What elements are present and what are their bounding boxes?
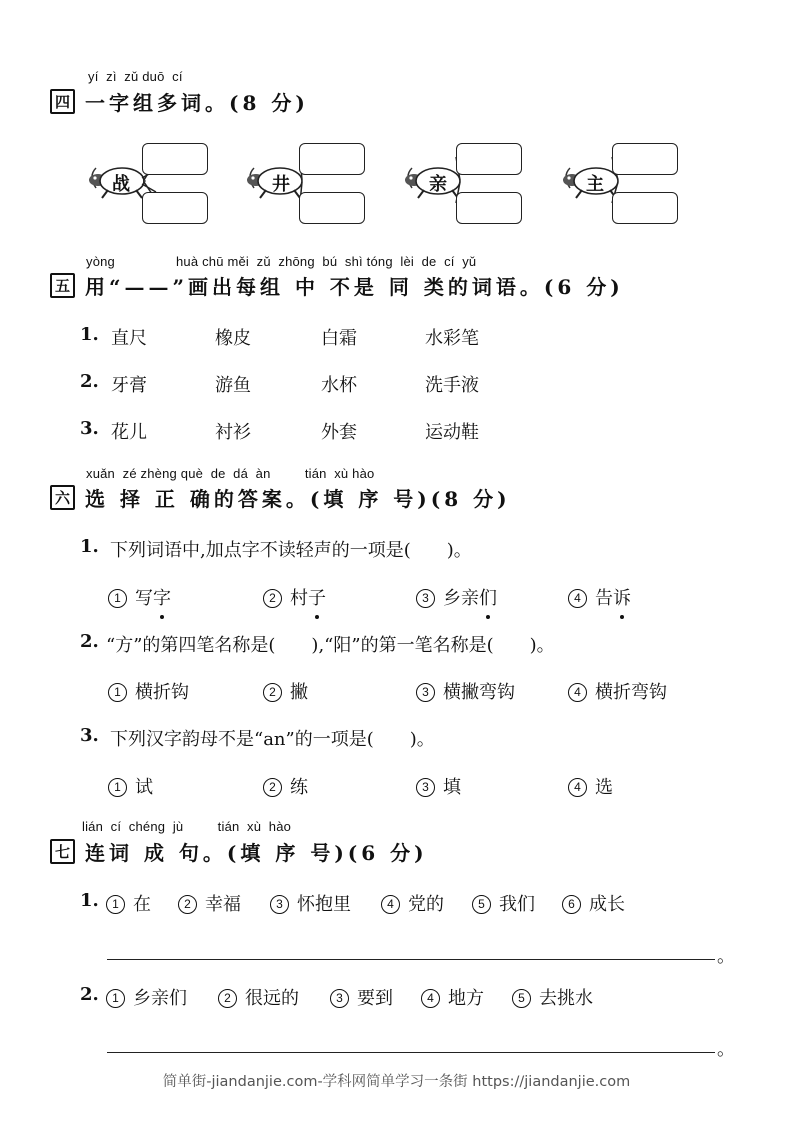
section5-badge: 五: [50, 273, 75, 298]
footer-watermark: 简单街-jiandanjie.com-学科网简单学习一条街 https://jiandanjie.com: [162, 1074, 631, 1090]
item-mark: 5: [472, 895, 491, 914]
word-item-3: [330, 984, 393, 1010]
answer-box[interactable]: [142, 143, 208, 175]
question-text: “方”的第四笔名称是( ),“阳”的第一笔名称是( )。: [106, 635, 555, 656]
word-option[interactable]: 橡皮: [215, 328, 251, 349]
section4-badge: 四: [50, 89, 75, 114]
word-item-5: [512, 984, 593, 1010]
section5-title: 用“——”画出每组 中 不是 同 类的词语。(6 分): [85, 274, 624, 299]
section6-title: 选 择 正 确的答案。(填 序 号)(8 分): [85, 486, 511, 511]
question-number: 2.: [80, 984, 99, 1005]
answer-box[interactable]: [456, 143, 522, 175]
turtle-char: 主: [586, 174, 604, 195]
word-option[interactable]: 水杯: [321, 375, 357, 396]
period-mark: 。: [717, 1039, 735, 1060]
option-mark: 4: [568, 778, 587, 797]
word-item-1: [106, 984, 187, 1010]
word-item-6: [562, 890, 625, 916]
turtle-char: 井: [272, 174, 290, 195]
item-text: 幸福: [205, 894, 241, 915]
dotted-char: 字: [153, 584, 171, 610]
option-4[interactable]: [568, 678, 667, 704]
word-option[interactable]: 白霜: [321, 328, 357, 349]
word-item-5: [472, 890, 535, 916]
word-item-3: [270, 890, 351, 916]
row-number: 1.: [80, 324, 99, 345]
period-mark: 。: [717, 946, 735, 967]
item-mark: 3: [270, 895, 289, 914]
word-option[interactable]: 牙膏: [111, 375, 147, 396]
word-item-4: [381, 890, 444, 916]
section6-pinyin: xuǎn zé zhèng què de dá àn tián xù hào: [86, 466, 375, 481]
item-mark: 4: [381, 895, 400, 914]
option-text: 横折钩: [135, 682, 189, 703]
item-text: 要到: [357, 988, 393, 1009]
answer-box[interactable]: [612, 192, 678, 224]
item-text: 成长: [589, 894, 625, 915]
option-1[interactable]: [108, 678, 189, 704]
option-mark: 3: [416, 778, 435, 797]
option-text: 横撇弯钩: [443, 682, 515, 703]
item-mark: 3: [330, 989, 349, 1008]
turtle-char: 战: [112, 174, 130, 195]
section4-title: 一字组多词。(8 分): [85, 90, 309, 115]
section6-heading: [50, 484, 511, 510]
option-3[interactable]: [416, 678, 515, 704]
section4-heading: [50, 88, 309, 114]
option-2[interactable]: [263, 584, 326, 610]
section7-pinyin: lián cí chéng jù tián xù hào: [82, 819, 292, 834]
option-2[interactable]: [263, 773, 308, 799]
option-text: 写: [135, 588, 153, 609]
item-mark: 6: [562, 895, 581, 914]
item-mark: 1: [106, 895, 125, 914]
answer-line[interactable]: [107, 959, 715, 960]
turtle-char: 亲: [429, 174, 447, 195]
item-text: 很远的: [245, 988, 299, 1009]
question-number: 1.: [80, 890, 99, 911]
section7-heading: [50, 838, 428, 864]
dotted-char: 子: [308, 584, 326, 610]
item-text: 怀抱里: [297, 894, 351, 915]
option-text: 填: [443, 777, 461, 798]
answer-box[interactable]: [299, 143, 365, 175]
section4-pinyin: yí zì zǔ duō cí: [88, 69, 183, 84]
option-mark: 1: [108, 683, 127, 702]
item-mark: 1: [106, 989, 125, 1008]
dotted-char: 们: [479, 584, 497, 610]
word-option[interactable]: 花儿: [111, 422, 147, 443]
word-option[interactable]: 外套: [321, 422, 357, 443]
item-text: 乡亲们: [133, 988, 187, 1009]
option-mark: 3: [416, 589, 435, 608]
word-option[interactable]: 水彩笔: [425, 328, 479, 349]
item-mark: 4: [421, 989, 440, 1008]
word-option[interactable]: 直尺: [111, 328, 147, 349]
section7-title: 连词 成 句。(填 序 号)(6 分): [85, 840, 428, 865]
question-number: 3.: [80, 725, 99, 746]
section5-pinyin: yòng huà chū měi zǔ zhōng bú shì tóng lèi de cí yǔ: [86, 254, 477, 269]
question-text: 下列汉字韵母不是“an”的一项是( )。: [110, 729, 435, 750]
option-4[interactable]: [568, 584, 631, 610]
option-mark: 4: [568, 589, 587, 608]
section6-badge: 六: [50, 485, 75, 510]
option-3[interactable]: [416, 584, 497, 610]
option-text: 撇: [290, 682, 308, 703]
section7-badge: 七: [50, 839, 75, 864]
word-item-4: [421, 984, 484, 1010]
answer-box[interactable]: [456, 192, 522, 224]
answer-box[interactable]: [142, 192, 208, 224]
word-item-2: [218, 984, 299, 1010]
option-3[interactable]: [416, 773, 461, 799]
item-text: 我们: [499, 894, 535, 915]
word-option[interactable]: 运动鞋: [425, 422, 479, 443]
option-mark: 1: [108, 589, 127, 608]
option-mark: 2: [263, 589, 282, 608]
option-text: 村: [290, 588, 308, 609]
option-4[interactable]: [568, 773, 613, 799]
word-item-1: [106, 890, 151, 916]
word-option[interactable]: 游鱼: [215, 375, 251, 396]
item-text: 党的: [408, 894, 444, 915]
option-text: 横折弯钩: [595, 682, 667, 703]
option-text: 试: [135, 777, 153, 798]
option-mark: 2: [263, 778, 282, 797]
option-1[interactable]: [108, 584, 171, 610]
dotted-char: 诉: [613, 584, 631, 610]
word-option[interactable]: 衬衫: [215, 422, 251, 443]
option-text: 选: [595, 777, 613, 798]
answer-line[interactable]: [107, 1052, 715, 1053]
question-number: 1.: [80, 536, 99, 557]
item-mark: 2: [178, 895, 197, 914]
answer-box[interactable]: [299, 192, 365, 224]
option-1[interactable]: [108, 773, 153, 799]
row-number: 2.: [80, 371, 99, 392]
item-text: 在: [133, 894, 151, 915]
option-mark: 3: [416, 683, 435, 702]
option-mark: 1: [108, 778, 127, 797]
option-mark: 2: [263, 683, 282, 702]
item-mark: 2: [218, 989, 237, 1008]
section5-heading: [50, 272, 624, 298]
option-text: 练: [290, 777, 308, 798]
item-text: 去挑水: [539, 988, 593, 1009]
option-text: 告: [595, 588, 613, 609]
option-text: 乡亲: [443, 588, 479, 609]
item-mark: 5: [512, 989, 531, 1008]
row-number: 3.: [80, 418, 99, 439]
option-2[interactable]: [263, 678, 308, 704]
question-text: 下列词语中,加点字不读轻声的一项是( )。: [110, 540, 472, 561]
option-mark: 4: [568, 683, 587, 702]
item-text: 地方: [448, 988, 484, 1009]
question-number: 2.: [80, 631, 99, 652]
answer-box[interactable]: [612, 143, 678, 175]
word-item-2: [178, 890, 241, 916]
word-option[interactable]: 洗手液: [425, 375, 479, 396]
